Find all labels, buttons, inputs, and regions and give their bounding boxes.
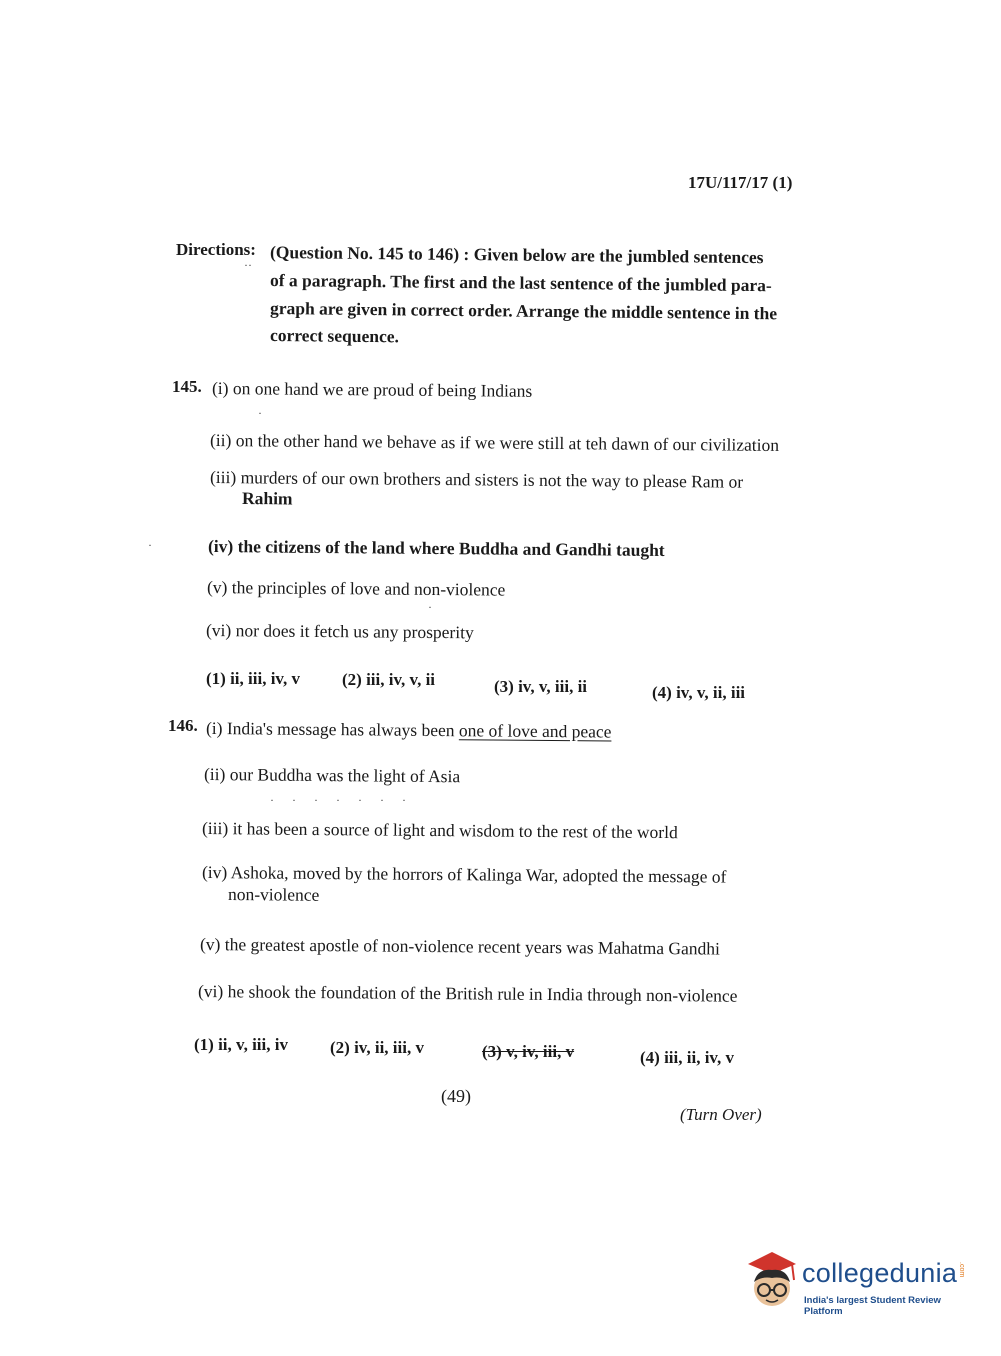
q145-sentence-vi: (vi) nor does it fetch us any prosperity <box>205 620 474 643</box>
scan-speck: · <box>148 538 152 552</box>
q146-sentence-i-underlined: one of love and peace <box>458 720 612 742</box>
q145-option-1: (1) ii, iii, iv, v <box>206 669 300 688</box>
q145-option-3: (3) iv, v, iii, ii <box>494 677 588 696</box>
scan-speck: ·· <box>244 258 252 272</box>
q146-option-1: (1) ii, v, iii, iv <box>194 1035 288 1054</box>
directions-line-1: (Question No. 145 to 146) : Given below are the jumbled sentences <box>269 242 764 268</box>
q145-sentence-i: (i) on one hand we are proud of being Indians <box>211 378 533 401</box>
q145-sentence-iii-cont: Rahim <box>241 488 293 509</box>
q145-sentence-ii: (ii) on the other hand we behave as if we were still at teh dawn of our civilization <box>209 430 780 455</box>
directions-line-4: correct sequence. <box>269 325 400 347</box>
directions-line-2: of a paragraph. The first and the last sentence of the jumbled para- <box>269 270 772 296</box>
q146-sentence-iv-cont: non-violence <box>227 884 320 905</box>
scan-speck: · <box>428 600 432 614</box>
directions-label: Directions: <box>176 240 256 259</box>
q145-sentence-v: (v) the principles of love and non-violence <box>206 577 506 600</box>
q146-sentence-ii: (ii) our Buddha was the light of Asia <box>203 764 461 787</box>
paper-code: 17U/117/17 (1) <box>688 173 793 192</box>
logo-com-suffix: .com <box>958 1262 965 1278</box>
scan-speck: · <box>258 406 262 420</box>
q146-sentence-v: (v) the greatest apostle of non-violence recent years was Mahatma Gandhi <box>199 934 721 959</box>
q145-sentence-iii: (iii) murders of our own brothers and sisters is not the way to please Ram or <box>209 467 744 492</box>
q146-option-3 <box>482 1042 574 1062</box>
logo-tagline: India's largest Student Review Platform <box>804 1295 941 1317</box>
scan-speck: ······· <box>270 793 424 807</box>
q146-sentence-iii: (iii) it has been a source of light and wisdom to the rest of the world <box>201 818 678 843</box>
mascot-icon <box>742 1250 802 1316</box>
page-number: (49) <box>441 1086 471 1106</box>
q146-sentence-vi: (vi) he shook the foundation of the British rule in India through non-violence <box>197 981 738 1006</box>
q145-option-4: (4) iv, v, ii, iii <box>652 683 746 702</box>
turn-over-note: (Turn Over) <box>680 1105 762 1124</box>
question-146-number: 146. <box>168 716 198 735</box>
q146-option-3-struck: (3) v, iv, iii, v <box>482 1042 575 1061</box>
q146-sentence-iv: (iv) Ashoka, moved by the horrors of Kalinga War, adopted the message of <box>201 862 727 887</box>
q146-sentence-i <box>206 718 612 743</box>
q146-sentence-i-text: (i) India's message has always been <box>205 718 460 741</box>
q145-option-2: (2) iii, iv, v, ii <box>342 670 436 689</box>
collegedunia-logo <box>742 1250 972 1316</box>
question-145-number: 145. <box>172 377 202 396</box>
directions-line-3: graph are given in correct order. Arrange the middle sentence in the <box>269 298 778 324</box>
logo-wordmark: collegedunia <box>802 1258 958 1288</box>
q146-option-2: (2) iv, ii, iii, v <box>330 1038 424 1057</box>
q145-sentence-iv: (iv) the citizens of the land where Buddha and Gandhi taught <box>207 536 665 560</box>
q146-option-4: (4) iii, ii, iv, v <box>640 1048 734 1067</box>
